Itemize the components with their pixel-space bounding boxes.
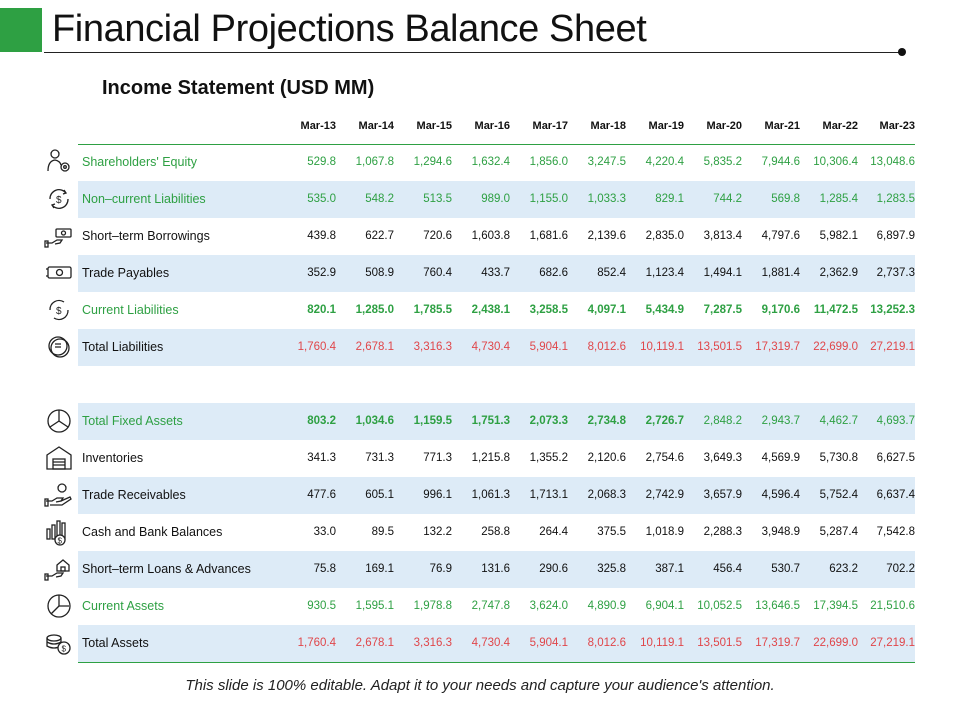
dollar-refresh-icon (44, 295, 74, 325)
table-cell: 17,394.5 (813, 600, 858, 612)
coin-stack-icon (44, 332, 74, 362)
table-row (78, 292, 915, 329)
row-label: Shareholders' Equity (82, 155, 197, 169)
table-cell: 682.6 (539, 267, 568, 279)
table-cell: 6,627.5 (876, 452, 915, 464)
table-cell: 10,306.4 (813, 156, 858, 168)
table-cell: 325.8 (597, 563, 626, 575)
table-cell: 439.8 (307, 230, 336, 242)
table-cell: 352.9 (307, 267, 336, 279)
table-cell: 820.1 (307, 304, 336, 316)
column-header: Mar-13 (300, 120, 336, 132)
table-cell: 5,835.2 (703, 156, 742, 168)
table-cell: 5,752.4 (819, 489, 858, 501)
title-divider-dot (898, 48, 906, 56)
row-label: Trade Payables (82, 266, 170, 280)
table-subtitle: Income Statement (USD MM) (102, 77, 375, 99)
money-bag-icon (44, 628, 74, 658)
table-cell: 3,316.3 (413, 341, 452, 353)
warehouse-icon (44, 443, 74, 473)
table-cell: 513.5 (423, 193, 452, 205)
svg-text:$: $ (57, 536, 62, 546)
table-cell: 132.2 (423, 526, 452, 538)
table-cell: 27,219.1 (870, 341, 915, 353)
table-cell: 2,848.2 (703, 415, 742, 427)
table-row (78, 329, 915, 366)
dollar-cycle-icon (44, 184, 74, 214)
table-cell: 5,287.4 (819, 526, 858, 538)
row-label: Short–term Borrowings (82, 229, 210, 243)
pie-segments-icon (44, 591, 74, 621)
title-accent-bar (0, 8, 42, 52)
table-row (78, 625, 915, 662)
table-cell: 2,742.9 (645, 489, 684, 501)
table-cell: 2,438.1 (471, 304, 510, 316)
row-label: Current Assets (82, 599, 164, 613)
table-cell: 456.4 (713, 563, 742, 575)
table-cell: 622.7 (365, 230, 394, 242)
row-label: Current Liabilities (82, 303, 179, 317)
table-cell: 829.1 (655, 193, 684, 205)
table-cell: 17,319.7 (755, 637, 800, 649)
table-cell: 4,693.7 (876, 415, 915, 427)
hand-money-icon (44, 221, 74, 251)
table-cell: 2,362.9 (819, 267, 858, 279)
table-cell: 1,978.8 (413, 600, 452, 612)
table-cell: 341.3 (307, 452, 336, 464)
table-cell: 530.7 (771, 563, 800, 575)
table-cell: 290.6 (539, 563, 568, 575)
table-cell: 4,797.6 (761, 230, 800, 242)
table-cell: 548.2 (365, 193, 394, 205)
row-label: Short–term Loans & Advances (82, 562, 251, 576)
row-label: Inventories (82, 451, 144, 465)
table-cell: 569.8 (771, 193, 800, 205)
column-header: Mar-19 (648, 120, 684, 132)
cash-bars-icon (44, 517, 74, 547)
table-cell: 2,747.8 (471, 600, 510, 612)
row-label: Cash and Bank Balances (82, 525, 223, 539)
table-header (78, 108, 915, 145)
column-header: Mar-18 (590, 120, 626, 132)
column-header: Mar-23 (879, 120, 915, 132)
table-cell: 27,219.1 (870, 637, 915, 649)
table-cell: 7,944.6 (761, 156, 800, 168)
table-cell: 17,319.7 (755, 341, 800, 353)
table-cell: 8,012.6 (587, 637, 626, 649)
table-cell: 2,754.6 (645, 452, 684, 464)
table-cell: 852.4 (597, 267, 626, 279)
table-cell: 2,835.0 (645, 230, 684, 242)
table-cell: 6,897.9 (876, 230, 915, 242)
table-cell: 760.4 (423, 267, 452, 279)
table-cell: 10,119.1 (640, 341, 684, 353)
table-cell: 13,048.6 (870, 156, 915, 168)
table-cell: 6,904.1 (645, 600, 684, 612)
table-cell: 1,856.0 (529, 156, 568, 168)
table-cell: 1,595.1 (355, 600, 394, 612)
table-cell: 433.7 (481, 267, 510, 279)
table-cell: 76.9 (429, 563, 452, 575)
table-cell: 22,699.0 (813, 637, 858, 649)
table-cell: 13,501.5 (697, 637, 742, 649)
table-cell: 989.0 (481, 193, 510, 205)
person-gear-icon (44, 147, 74, 177)
table-cell: 529.8 (307, 156, 336, 168)
table-cell: 1,283.5 (876, 193, 915, 205)
table-cell: 2,943.7 (761, 415, 800, 427)
column-header: Mar-15 (416, 120, 452, 132)
hand-receive-icon (44, 480, 74, 510)
table-cell: 2,678.1 (355, 341, 394, 353)
table-cell: 605.1 (365, 489, 394, 501)
row-label: Total Fixed Assets (82, 414, 183, 428)
table-cell: 6,637.4 (876, 489, 915, 501)
table-cell: 3,258.5 (529, 304, 568, 316)
table-cell: 75.8 (313, 563, 336, 575)
table-row (78, 218, 915, 255)
table-cell: 4,596.4 (761, 489, 800, 501)
table-cell: 5,982.1 (819, 230, 858, 242)
slide-title: Financial Projections Balance Sheet (52, 8, 647, 50)
table-cell: 11,472.5 (813, 304, 858, 316)
table-cell: 3,247.5 (587, 156, 626, 168)
table-cell: 1,018.9 (645, 526, 684, 538)
column-header: Mar-14 (358, 120, 394, 132)
table-row (78, 181, 915, 218)
table-cell: 1,355.2 (529, 452, 568, 464)
table-cell: 33.0 (313, 526, 336, 538)
table-cell: 2,068.3 (587, 489, 626, 501)
table-cell: 2,288.3 (703, 526, 742, 538)
row-label: Total Assets (82, 636, 149, 650)
table-cell: 13,252.3 (870, 304, 915, 316)
table-cell: 2,737.3 (876, 267, 915, 279)
table-cell: 4,730.4 (471, 341, 510, 353)
table-cell: 477.6 (307, 489, 336, 501)
table-cell: 10,052.5 (697, 600, 742, 612)
table-cell: 1,681.6 (529, 230, 568, 242)
table-cell: 169.1 (365, 563, 394, 575)
table-bottom-rule (78, 662, 915, 663)
table-cell: 1,713.1 (529, 489, 568, 501)
table-row (78, 440, 915, 477)
table-cell: 1,155.0 (529, 193, 568, 205)
table-cell: 89.5 (371, 526, 394, 538)
table-cell: 771.3 (423, 452, 452, 464)
table-cell: 508.9 (365, 267, 394, 279)
table-cell: 375.5 (597, 526, 626, 538)
table-cell: 22,699.0 (813, 341, 858, 353)
table-cell: 9,170.6 (761, 304, 800, 316)
table-row (78, 588, 915, 625)
column-header: Mar-16 (474, 120, 510, 132)
table-cell: 258.8 (481, 526, 510, 538)
table-cell: 1,034.6 (355, 415, 394, 427)
table-cell: 3,813.4 (703, 230, 742, 242)
table-cell: 720.6 (423, 230, 452, 242)
table-cell: 4,890.9 (587, 600, 626, 612)
table-cell: 2,678.1 (355, 637, 394, 649)
column-header: Mar-20 (706, 120, 742, 132)
table-cell: 1,294.6 (413, 156, 452, 168)
table-cell: 10,119.1 (640, 637, 684, 649)
title-divider (44, 52, 902, 53)
footer-note: This slide is 100% editable. Adapt it to your needs and capture your audience's attention. (185, 677, 775, 694)
table-cell: 5,730.8 (819, 452, 858, 464)
table-cell: 3,657.9 (703, 489, 742, 501)
table-cell: 7,287.5 (703, 304, 742, 316)
table-cell: 2,073.3 (529, 415, 568, 427)
table-cell: 264.4 (539, 526, 568, 538)
table-cell: 1,285.0 (355, 304, 394, 316)
table-cell: 2,120.6 (587, 452, 626, 464)
table-cell: 131.6 (481, 563, 510, 575)
column-header: Mar-22 (822, 120, 858, 132)
table-row (78, 255, 915, 292)
row-label: Non–current Liabilities (82, 192, 206, 206)
table-row (78, 551, 915, 588)
table-cell: 5,904.1 (529, 637, 568, 649)
table-row (78, 403, 915, 440)
table-cell: 1,159.5 (413, 415, 452, 427)
row-label: Total Liabilities (82, 340, 164, 354)
table-cell: 930.5 (307, 600, 336, 612)
table-cell: 1,760.4 (297, 637, 336, 649)
table-cell: 2,734.8 (587, 415, 626, 427)
table-cell: 4,730.4 (471, 637, 510, 649)
table-cell: 1,760.4 (297, 341, 336, 353)
table-cell: 1,123.4 (645, 267, 684, 279)
table-cell: 702.2 (886, 563, 915, 575)
table-cell: 4,097.1 (587, 304, 626, 316)
svg-text:$: $ (61, 644, 66, 654)
table-cell: 2,726.7 (645, 415, 684, 427)
table-cell: 1,785.5 (413, 304, 452, 316)
row-label: Trade Receivables (82, 488, 186, 502)
table-cell: 731.3 (365, 452, 394, 464)
table-cell: 4,220.4 (645, 156, 684, 168)
table-cell: 5,904.1 (529, 341, 568, 353)
svg-text:$: $ (56, 306, 62, 317)
table-cell: 1,033.3 (587, 193, 626, 205)
table-cell: 3,316.3 (413, 637, 452, 649)
table-cell: 1,215.8 (471, 452, 510, 464)
svg-text:$: $ (56, 195, 62, 206)
table-cell: 1,285.4 (819, 193, 858, 205)
table-cell: 1,494.1 (703, 267, 742, 279)
table-cell: 8,012.6 (587, 341, 626, 353)
table-cell: 1,061.3 (471, 489, 510, 501)
table-cell: 21,510.6 (870, 600, 915, 612)
table-cell: 1,881.4 (761, 267, 800, 279)
table-cell: 387.1 (655, 563, 684, 575)
table-cell: 3,624.0 (529, 600, 568, 612)
table-cell: 535.0 (307, 193, 336, 205)
column-header: Mar-17 (532, 120, 568, 132)
table-row (78, 144, 915, 181)
table-cell: 3,948.9 (761, 526, 800, 538)
pie-chart-icon (44, 406, 74, 436)
table-cell: 744.2 (713, 193, 742, 205)
banknote-icon (44, 258, 74, 288)
table-cell: 1,751.3 (471, 415, 510, 427)
table-row (78, 477, 915, 514)
table-cell: 13,501.5 (697, 341, 742, 353)
table-row (78, 514, 915, 551)
table-cell: 1,632.4 (471, 156, 510, 168)
table-cell: 803.2 (307, 415, 336, 427)
table-cell: 2,139.6 (587, 230, 626, 242)
table-cell: 3,649.3 (703, 452, 742, 464)
table-cell: 13,646.5 (755, 600, 800, 612)
table-cell: 1,603.8 (471, 230, 510, 242)
table-cell: 4,569.9 (761, 452, 800, 464)
table-cell: 4,462.7 (819, 415, 858, 427)
table-cell: 623.2 (829, 563, 858, 575)
table-cell: 7,542.8 (876, 526, 915, 538)
hand-house-icon (44, 554, 74, 584)
column-header: Mar-21 (764, 120, 800, 132)
table-cell: 5,434.9 (645, 304, 684, 316)
table-cell: 996.1 (423, 489, 452, 501)
table-cell: 1,067.8 (355, 156, 394, 168)
